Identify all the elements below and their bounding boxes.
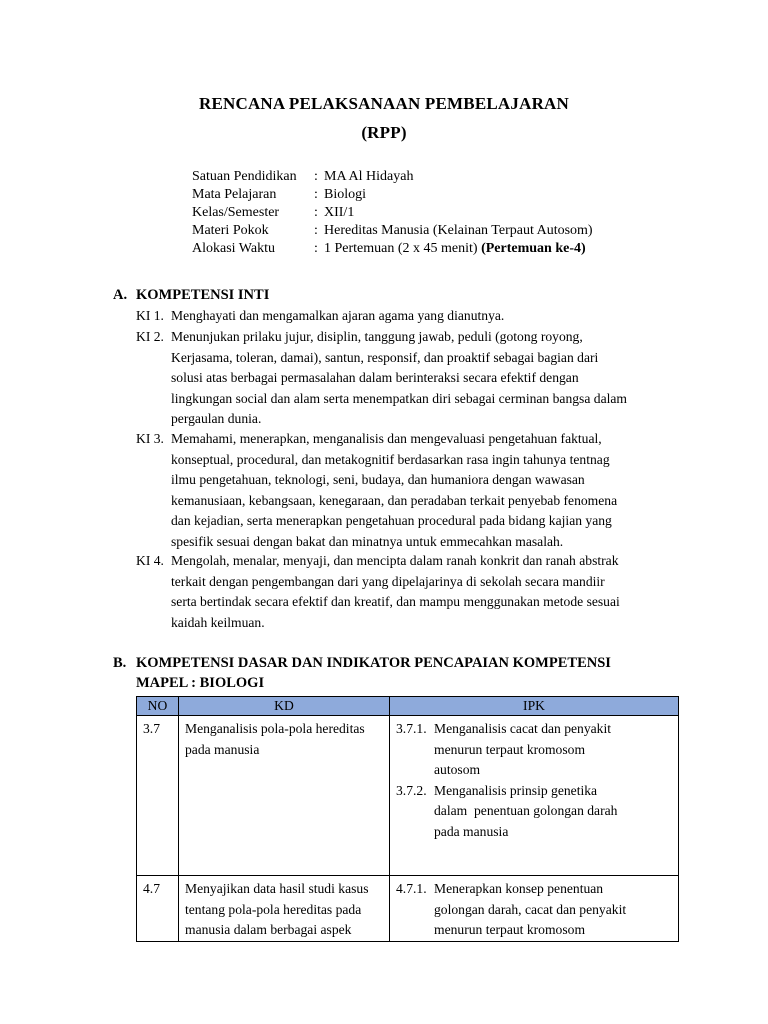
- kd-line: manusia dalam berbagai aspek: [185, 922, 352, 937]
- ipk-line: dalam penentuan golongan darah: [434, 803, 618, 818]
- ki-line: pergaulan dunia.: [171, 411, 262, 426]
- identity-key: Satuan Pendidikan: [192, 169, 297, 184]
- identity-colon: :: [314, 241, 318, 256]
- identity-block: [192, 168, 593, 258]
- section-letter: B.: [113, 655, 127, 671]
- ipk-item: [396, 781, 672, 843]
- identity-key: Alokasi Waktu: [192, 241, 275, 256]
- ki-item-4: [136, 551, 681, 633]
- ki-line: spesifik sesuai dengan bakat dan minatnya untuk emmecahkan masalah.: [171, 533, 564, 549]
- ipk-line: menurun terpaut kromosom: [434, 922, 586, 937]
- ipk-text: [434, 879, 626, 941]
- ki-line: kemanusiaan, kebangsaan, kenegaraan, dan peradaban terkait penyebab fenomena: [171, 492, 618, 508]
- identity-row-topic: [192, 222, 593, 240]
- ki-item-1: [136, 306, 681, 327]
- identity-row-school: [192, 168, 593, 186]
- ki-line: Menghayati dan mengamalkan ajaran agama yang dianutnya.: [171, 308, 505, 323]
- cell-kd: [179, 876, 390, 942]
- identity-value: MA Al Hidayah: [324, 169, 414, 184]
- ipk-line: pada manusia: [434, 823, 509, 839]
- identity-value-text: 1 Pertemuan (2 x 45 menit): [324, 241, 482, 256]
- section-b-subheading: MAPEL : BIOLOGI: [136, 675, 265, 691]
- identity-value: XII/1: [324, 205, 355, 220]
- cell-no: 3.7: [137, 716, 179, 876]
- section-letter: A.: [113, 287, 128, 303]
- ipk-number: 4.7.1.: [396, 881, 427, 896]
- kd-line: tentang pola-pola hereditas pada: [185, 901, 362, 917]
- identity-row-subject: [192, 186, 593, 204]
- ki-text: [171, 327, 681, 430]
- cell-ipk: [390, 876, 679, 942]
- ipk-text: [434, 781, 617, 843]
- column-header-no: NO: [137, 697, 179, 716]
- ki-item-3: [136, 429, 681, 552]
- ki-line: dan kejadian, serta menerapkan pengetahuan procedural pada bidang kajian yang: [171, 513, 612, 528]
- table-row: [137, 876, 679, 942]
- ipk-line: autosom: [434, 762, 481, 777]
- section-title: KOMPETENSI INTI: [136, 287, 270, 303]
- kd-line: Menyajikan data hasil studi kasus: [185, 881, 369, 896]
- identity-row-time: [192, 240, 593, 258]
- ki-text: [171, 306, 681, 327]
- cell-no: 4.7: [137, 876, 179, 942]
- ki-line: Memahami, menerapkan, menganalisis dan mengevaluasi pengetahuan faktual,: [171, 431, 602, 446]
- identity-colon: :: [314, 205, 318, 220]
- ki-line: ilmu pengetahuan, teknologi, seni, budaya, dan humaniora dengan wawasan: [171, 472, 585, 487]
- identity-key: Materi Pokok: [192, 223, 269, 238]
- ki-text: [171, 551, 681, 633]
- table-header-row: [137, 697, 679, 716]
- ki-line: terkait dengan pengembangan dari yang dipelajarinya di sekolah secara mandiir: [171, 573, 605, 589]
- ki-label: KI 4.: [136, 553, 164, 568]
- ki-label: KI 1.: [136, 308, 164, 323]
- identity-row-class: [192, 204, 593, 222]
- ki-line: Kerjasama, toleran, damai), santun, responsif, dan proaktif sebagai bagian dari: [171, 349, 599, 365]
- ki-item-2: [136, 327, 681, 430]
- section-title: KOMPETENSI DASAR DAN INDIKATOR PENCAPAIAN KOMPETENSI: [136, 655, 611, 671]
- document-subtitle: (RPP): [361, 123, 407, 142]
- ki-line: Mengolah, menalar, menyaji, dan mencipta dalam ranah konkrit dan ranah abstrak: [171, 553, 619, 568]
- ipk-line: Menerapkan konsep penentuan: [434, 881, 604, 896]
- identity-colon: :: [314, 169, 318, 184]
- kd-line: pada manusia: [185, 741, 260, 757]
- identity-colon: :: [314, 223, 318, 238]
- ipk-line: Menganalisis prinsip genetika: [434, 782, 598, 798]
- identity-value-bold: (Pertemuan ke-4): [481, 241, 586, 256]
- identity-value: Hereditas Manusia (Kelainan Terpaut Autosom): [324, 223, 593, 238]
- ipk-number: 3.7.2.: [396, 782, 427, 798]
- ki-line: serta bertindak secara efektif dan kreatif, dan mampu menggunakan metode sesuai: [171, 594, 620, 609]
- ipk-item: [396, 719, 672, 781]
- ipk-item: [396, 879, 672, 941]
- kd-ipk-table: [136, 696, 679, 942]
- identity-key: Mata Pelajaran: [192, 187, 277, 202]
- identity-colon: :: [314, 187, 318, 202]
- ki-label: KI 3.: [136, 431, 164, 446]
- ipk-number: 3.7.1.: [396, 721, 427, 736]
- column-header-kd: KD: [179, 697, 390, 716]
- section-a-heading: [113, 286, 269, 304]
- column-header-ipk: IPK: [390, 697, 679, 716]
- ipk-line: golongan darah, cacat dan penyakit: [434, 901, 627, 917]
- ki-line: solusi atas berbagai permasalahan dalam berinteraksi secara efektif dengan: [171, 370, 579, 385]
- identity-value: [324, 240, 586, 258]
- ki-line: konseptual, procedural, dan metakognitif berdasarkan rasa ingin tahunya tentnag: [171, 451, 610, 467]
- table-row: [137, 716, 679, 876]
- identity-key: Kelas/Semester: [192, 205, 280, 220]
- document-title: RENCANA PELAKSANAAN PEMBELAJARAN: [198, 94, 570, 113]
- ki-line: kaidah keilmuan.: [171, 614, 265, 630]
- ki-line: Menunjukan prilaku jujur, disiplin, tanggung jawab, peduli (gotong royong,: [171, 329, 583, 344]
- ipk-line: menurun terpaut kromosom: [434, 741, 586, 757]
- ipk-text: [434, 719, 611, 781]
- ki-label: KI 2.: [136, 329, 164, 344]
- kd-line: Menganalisis pola-pola hereditas: [185, 721, 365, 736]
- cell-ipk: [390, 716, 679, 876]
- section-b-heading: [113, 654, 611, 672]
- cell-kd: [179, 716, 390, 876]
- identity-value: Biologi: [324, 187, 367, 202]
- ki-line: lingkungan social dan alam serta menempatkan diri sebagai cerminan bangsa dalam: [171, 390, 627, 406]
- ipk-line: Menganalisis cacat dan penyakit: [434, 721, 612, 736]
- ki-text: [171, 429, 681, 552]
